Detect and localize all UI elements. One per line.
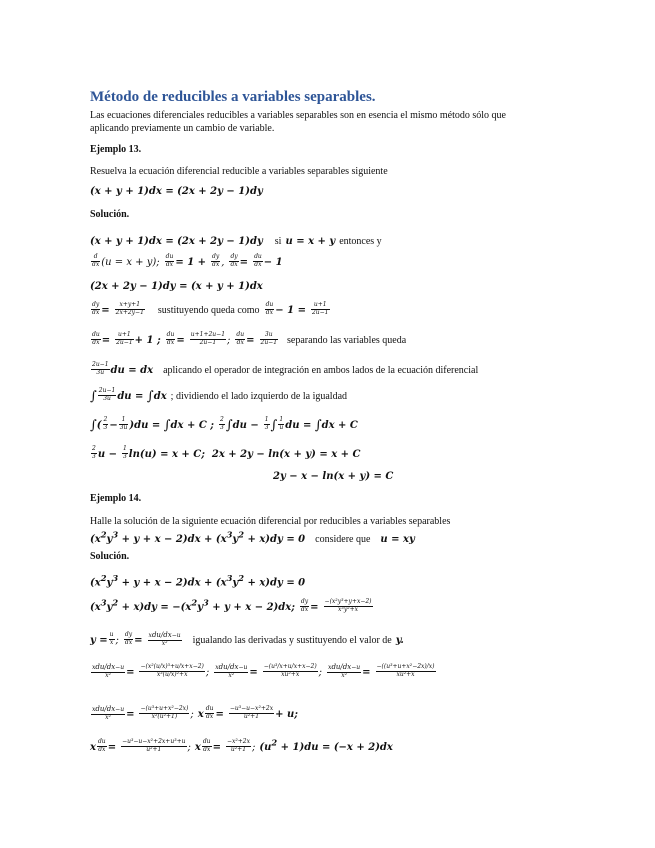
math-line-14-2: $(x^3y^2 + x)dy = -(x^2y^3 + y + x - 2)dx$; $\frac{dy}{dx}$ = $\frac{\text{−(x²y³+y+x−2)}}{\text{x³y²+x}}$ <box>90 597 372 613</box>
final-answer-13: 2y − x − ln(x + y) = C <box>273 471 394 482</box>
math-line-6: $\frac{2u-1}{3u}$ du = dx aplicando el operador de integración en ambos lados de la ecuación diferencial <box>92 360 479 376</box>
page-title: Método de reducibles a variables separables. <box>90 89 376 105</box>
example-13-solution-heading: Solución. <box>90 209 130 220</box>
math-line-7: ∫ $\frac{2u-1}{3u}$ du = ∫dx ; dividiendo el lado izquierdo de la igualdad <box>90 386 348 404</box>
example-13-equation: (x + y + 1)dx = (2x + 2y − 1)dy <box>90 186 263 197</box>
math-line-5: $\frac{du}{dx}$ = $\frac{u+1}{2u-1}$ + 1 ; $\frac{du}{dx}$ = $\frac{u+1+2u-1}{2u-1}$ ; $\frac{du}{dx}$ = $\frac{3u}{2u-1}$ separando las variables queda <box>92 330 407 346</box>
math-line-1: (x + y + 1)dx = (2x + 2y − 1)dy si u = x + y entonces y <box>90 236 382 247</box>
math-line-4: $\frac{dy}{dx}$ = $\frac{x+y+1}{2x+2y-1}$ sustituyendo queda como $\frac{du}{dx}$ − 1 = $\frac{u+1}{2u-1}$ <box>92 300 329 316</box>
example-14-equation: $(x^2y^3 + y + x - 2)dx + (x^3y^2 + x)dy = 0$ considere que u = xy <box>90 529 415 545</box>
example-14-solution-heading: Solución. <box>90 551 130 562</box>
math-line-14-3: y = $\frac{u}{x}$ ; $\frac{dy}{dx}$ = $\frac{\text{xdu/dx−u}}{\text{x²}}$ igualando las derivadas y sustituyendo el valor de y. <box>90 630 404 647</box>
math-line-3: (2x + 2y − 1)dy = (x + y + 1)dx <box>90 281 263 292</box>
intro-line-1: Las ecuaciones diferenciales reducibles a variables separables son en esencia el mismo método sólo que <box>90 110 506 121</box>
example-14-statement: Halle la solución de la siguiente ecuación diferencial por reducibles a variables separables <box>90 516 451 527</box>
math-line-14-5: $\frac{\text{xdu/dx−u}}{\text{x²}}$ = $\frac{\text{−(u³+u+x²−2x)}}{\text{x²(u²+1)}}$ ; x $\frac{du}{dx}$ = $\frac{\text{−u³−u−x²+2x}}{\text{u²+1}}$ + u; <box>92 704 298 721</box>
intro-line-2: aplicando previamente un cambio de variable. <box>90 123 275 134</box>
math-line-9: $\frac{2}{3}$ u − $\frac{1}{3}$ ln(u) = x + C; 2x + 2y − ln(x + y) = x + C <box>92 444 361 460</box>
math-line-8: ∫( $\frac{2}{3}$ − $\frac{1}{3u}$ )du = ∫dx + C ; $\frac{2}{3}$ ∫du − $\frac{1}{3}$ ∫ $\frac{1}{u}$ du = ∫dx + C <box>90 415 358 433</box>
example-13-statement: Resuelva la ecuación diferencial reducible a variables separables siguiente <box>90 166 388 177</box>
math-line-14-6: x $\frac{du}{dx}$ = $\frac{\text{−u³−u−x²+2x+u³+u}}{\text{u²+1}}$ ; x $\frac{du}{dx}$ = $\frac{\text{−x²+2x}}{\text{u²+1}}$ ; $(u^2 + 1)du = (-x + 2)dx$ <box>90 737 393 753</box>
example-13-heading: Ejemplo 13. <box>90 144 142 155</box>
math-line-2: $\frac{d}{dx}$ (u = x + y); $\frac{du}{dx}$ = 1 + $\frac{dy}{dx}$ , $\frac{dy}{dx}$ = $\frac{du}{dx}$ − 1 <box>92 252 283 268</box>
example-14-heading: Ejemplo 14. <box>90 493 142 504</box>
math-line-14-4: $\frac{\text{xdu/dx−u}}{\text{x²}}$ = $\frac{\text{−(x²(u/x)³+u/x+x−2)}}{\text{x³(u/x)²+x}}$ ; $\frac{\text{xdu/dx−u}}{\text{x²}}$ = $\frac{\text{−(u³/x+u/x+x−2)}}{\text{xu²+x}}$ ; $\frac{\text{xdu/dx−u}}{\text{x²}}$ = $\frac{\text{−((u³+u+x²−2x)/x)}}{\text{xu²+x}}$ <box>92 662 435 679</box>
math-line-14-1: $(x^2y^3 + y + x - 2)dx + (x^3y^2 + x)dy = 0$ <box>90 573 306 589</box>
